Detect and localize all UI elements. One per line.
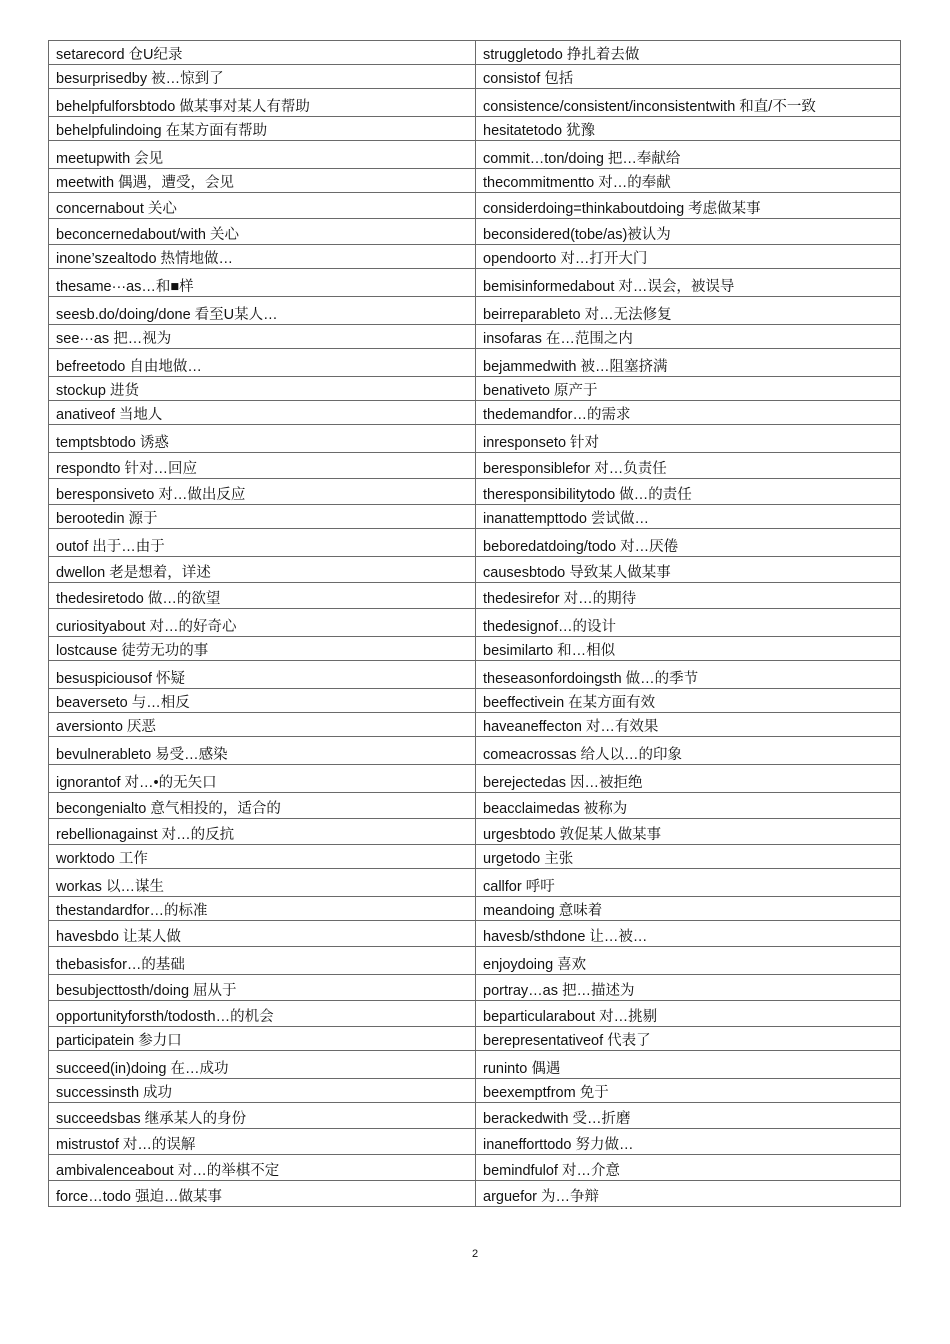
- vocab-entry-right: hesitatetodo 犹豫: [476, 117, 901, 141]
- table-row: [49, 141, 901, 169]
- vocab-entry-right: berackedwith 受…折磨: [476, 1103, 901, 1129]
- table-row: [49, 453, 901, 479]
- vocab-entry-right: opendoorto 对…打开大门: [476, 245, 901, 269]
- table-row: [49, 505, 901, 529]
- vocab-entry-right: inanattempttodo 尝试做…: [476, 505, 901, 529]
- table-row: [49, 1181, 901, 1207]
- table-row: [49, 819, 901, 845]
- vocab-entry-left: meetupwith 会见: [49, 141, 476, 169]
- vocab-entry-right: portray…as 把…描述为: [476, 975, 901, 1001]
- vocab-entry-right: thedesirefor 对…的期待: [476, 583, 901, 609]
- vocab-entry-right: beirreparableto 对…无法修复: [476, 297, 901, 325]
- vocab-entry-left: inone’szealtodo 热情地做…: [49, 245, 476, 269]
- vocab-entry-right: urgesbtodo 敦促某人做某事: [476, 819, 901, 845]
- vocab-entry-right: beboredatdoing/todo 对…厌倦: [476, 529, 901, 557]
- vocab-entry-left: berootedin 源于: [49, 505, 476, 529]
- vocab-entry-left: lostcause 徒劳无功的事: [49, 637, 476, 661]
- vocab-entry-right: berepresentativeof 代表了: [476, 1027, 901, 1051]
- table-row: [49, 845, 901, 869]
- vocab-entry-right: causesbtodo 导致某人做某事: [476, 557, 901, 583]
- table-row: [49, 297, 901, 325]
- vocab-entry-left: aversionto 厌恶: [49, 713, 476, 737]
- vocab-entry-right: havesb/sthdone 让…被…: [476, 921, 901, 947]
- table-row: [49, 269, 901, 297]
- vocab-entry-right: enjoydoing 喜欢: [476, 947, 901, 975]
- table-row: [49, 117, 901, 141]
- vocab-entry-right: urgetodo 主张: [476, 845, 901, 869]
- vocab-entry-left: outof 出于…由于: [49, 529, 476, 557]
- table-row: [49, 557, 901, 583]
- table-row: [49, 1079, 901, 1103]
- vocab-entry-left: workas 以…谋生: [49, 869, 476, 897]
- table-row: [49, 897, 901, 921]
- vocab-entry-left: succeedsbas 继承某人的身份: [49, 1103, 476, 1129]
- vocab-entry-right: bejammedwith 被…阻塞挤满: [476, 349, 901, 377]
- vocab-entry-right: inanefforttodo 努力做…: [476, 1129, 901, 1155]
- table-row: [49, 947, 901, 975]
- vocab-entry-right: consistence/consistent/inconsistentwith 和直/不一致: [476, 89, 901, 117]
- vocab-entry-left: force…todo 强迫…做某事: [49, 1181, 476, 1207]
- vocab-entry-left: worktodo 工作: [49, 845, 476, 869]
- table-row: [49, 219, 901, 245]
- table-row: [49, 1051, 901, 1079]
- vocab-entry-left: thedesiretodo 做…的欲望: [49, 583, 476, 609]
- vocab-entry-right: beacclaimedas 被称为: [476, 793, 901, 819]
- vocab-entry-right: inresponseto 针对: [476, 425, 901, 453]
- table-row: [49, 713, 901, 737]
- vocab-entry-right: callfor 呼吁: [476, 869, 901, 897]
- table-row: [49, 689, 901, 713]
- vocab-entry-right: thedesignof…的设计: [476, 609, 901, 637]
- vocab-entry-left: stockup 进货: [49, 377, 476, 401]
- vocab-entry-left: seesb.do/doing/done 看至U某人…: [49, 297, 476, 325]
- page-number: 2: [471, 1248, 479, 1260]
- vocab-entry-left: succeed(in)doing 在…成功: [49, 1051, 476, 1079]
- table-row: [49, 41, 901, 65]
- vocab-entry-right: bemindfulof 对…介意: [476, 1155, 901, 1181]
- table-row: [49, 245, 901, 269]
- table-row: [49, 737, 901, 765]
- table-row: [49, 529, 901, 557]
- vocab-entry-right: beexemptfrom 免于: [476, 1079, 901, 1103]
- vocab-entry-left: beconcernedabout/with 关心: [49, 219, 476, 245]
- table-row: [49, 325, 901, 349]
- vocab-entry-left: thestandardfor…的标准: [49, 897, 476, 921]
- vocab-entry-right: insofaras 在…范围之内: [476, 325, 901, 349]
- table-row: [49, 793, 901, 819]
- table-row: [49, 193, 901, 219]
- table-row: [49, 169, 901, 193]
- vocab-entry-left: ambivalenceabout 对…的举棋不定: [49, 1155, 476, 1181]
- vocab-entry-right: runinto 偶遇: [476, 1051, 901, 1079]
- vocab-entry-left: temptsbtodo 诱惑: [49, 425, 476, 453]
- vocab-entry-right: comeacrossas 给人以…的印象: [476, 737, 901, 765]
- vocab-entry-left: concernabout 关心: [49, 193, 476, 219]
- vocab-entry-left: participatein 参力口: [49, 1027, 476, 1051]
- table-row: [49, 609, 901, 637]
- table-row: [49, 1155, 901, 1181]
- table-row: [49, 65, 901, 89]
- vocab-entry-left: ignorantof 对…•的无矢口: [49, 765, 476, 793]
- table-row: [49, 377, 901, 401]
- table-row: [49, 1129, 901, 1155]
- vocab-entry-right: meandoing 意味着: [476, 897, 901, 921]
- table-row: [49, 349, 901, 377]
- vocab-entry-right: thecommitmentto 对…的奉献: [476, 169, 901, 193]
- vocab-entry-left: setarecord 仓U纪录: [49, 41, 476, 65]
- vocab-entry-left: besubjecttosth/doing 屈从于: [49, 975, 476, 1001]
- vocabulary-table: [48, 40, 901, 1207]
- vocab-entry-right: benativeto 原产于: [476, 377, 901, 401]
- vocab-entry-left: behelpfulforsbtodo 做某事对某人有帮助: [49, 89, 476, 117]
- table-row: [49, 975, 901, 1001]
- table-row: [49, 661, 901, 689]
- vocab-entry-left: dwellon 老是想着，详述: [49, 557, 476, 583]
- vocabulary-table-body: [49, 41, 901, 1207]
- vocab-entry-left: beresponsiveto 对…做出反应: [49, 479, 476, 505]
- vocab-entry-left: besurprisedby 被…惊到了: [49, 65, 476, 89]
- table-row: [49, 401, 901, 425]
- vocab-entry-right: beresponsiblefor 对…负责任: [476, 453, 901, 479]
- vocab-entry-left: befreetodo 自由地做…: [49, 349, 476, 377]
- table-row: [49, 1027, 901, 1051]
- vocab-entry-right: theresponsibilitytodo 做…的责任: [476, 479, 901, 505]
- vocab-entry-right: haveaneffecton 对…有效果: [476, 713, 901, 737]
- vocab-entry-left: havesbdo 让某人做: [49, 921, 476, 947]
- vocab-entry-right: considerdoing=thinkaboutdoing 考虑做某事: [476, 193, 901, 219]
- vocab-entry-right: arguefor 为…争辩: [476, 1181, 901, 1207]
- vocab-entry-left: mistrustof 对…的误解: [49, 1129, 476, 1155]
- vocab-entry-left: see···as 把…视为: [49, 325, 476, 349]
- table-row: [49, 425, 901, 453]
- table-row: [49, 921, 901, 947]
- vocab-entry-right: beparticularabout 对…挑剔: [476, 1001, 901, 1027]
- table-row: [49, 869, 901, 897]
- vocab-entry-right: berejectedas 因…被拒绝: [476, 765, 901, 793]
- vocab-entry-left: behelpfulindoing 在某方面有帮助: [49, 117, 476, 141]
- table-row: [49, 479, 901, 505]
- table-row: [49, 1001, 901, 1027]
- vocab-entry-left: thesame···as…和■样: [49, 269, 476, 297]
- table-row: [49, 1103, 901, 1129]
- vocab-entry-right: beconsidered(tobe/as)被认为: [476, 219, 901, 245]
- vocab-entry-left: rebellionagainst 对…的反抗: [49, 819, 476, 845]
- vocab-entry-right: theseasonfordoingsth 做…的季节: [476, 661, 901, 689]
- vocab-entry-left: successinsth 成功: [49, 1079, 476, 1103]
- vocab-entry-left: anativeof 当地人: [49, 401, 476, 425]
- vocab-entry-left: besuspiciousof 怀疑: [49, 661, 476, 689]
- table-row: [49, 765, 901, 793]
- vocab-entry-right: struggletodo 挣扎着去做: [476, 41, 901, 65]
- vocab-entry-left: bevulnerableto 易受…感染: [49, 737, 476, 765]
- table-row: [49, 583, 901, 609]
- vocab-entry-left: thebasisfor…的基础: [49, 947, 476, 975]
- vocab-entry-right: consistof 包括: [476, 65, 901, 89]
- vocab-entry-left: meetwith 偶遇，遭受，会见: [49, 169, 476, 193]
- table-row: [49, 89, 901, 117]
- table-row: [49, 637, 901, 661]
- vocab-entry-right: commit…ton/doing 把…奉献给: [476, 141, 901, 169]
- vocab-entry-left: becongenialto 意气相投的，适合的: [49, 793, 476, 819]
- vocab-entry-right: thedemandfor…的需求: [476, 401, 901, 425]
- vocab-entry-left: beaverseto 与…相反: [49, 689, 476, 713]
- vocab-entry-left: respondto 针对…回应: [49, 453, 476, 479]
- vocab-entry-right: bemisinformedabout 对…误会，被误导: [476, 269, 901, 297]
- vocab-entry-right: beeffectivein 在某方面有效: [476, 689, 901, 713]
- vocab-entry-left: curiosityabout 对…的好奇心: [49, 609, 476, 637]
- vocab-entry-right: besimilarto 和…相似: [476, 637, 901, 661]
- vocab-entry-left: opportunityforsth/todosth…的机会: [49, 1001, 476, 1027]
